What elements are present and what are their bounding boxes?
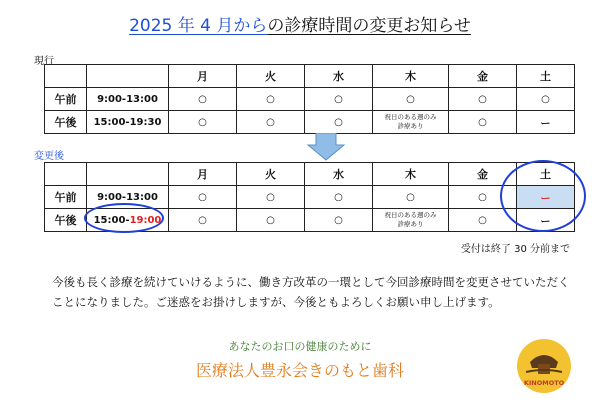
header-cell: 火 (237, 163, 305, 186)
clinic-logo (516, 338, 572, 394)
header-cell (87, 65, 169, 88)
header-cell: 月 (169, 65, 237, 88)
saturday-changed-cell: ー (517, 186, 575, 209)
schedule-cell: ○ (237, 111, 305, 134)
time-cell: 9:00-13:00 (87, 186, 169, 209)
schedule-cell: ○ (169, 209, 237, 232)
schedule-cell: ー (517, 111, 575, 134)
header-cell: 土 (517, 163, 575, 186)
title-highlight: 2025 年 4 月から (129, 16, 268, 36)
schedule-cell: ○ (449, 111, 517, 134)
schedule-cell: ○ (517, 88, 575, 111)
header-cell: 木 (373, 163, 449, 186)
page-title (0, 14, 600, 38)
reception-footnote: 受付は終了 30 分前まで (460, 244, 570, 255)
notice-body: 今後も長く診療を続けていけるように、働き方改革の一環として今回診療時間を変更させていただくことになりました。ご迷惑をお掛けしますが、今後ともよろしくお願い申し上げます。 (52, 275, 570, 309)
clinic-name: 医療法人豊永会きのもと歯科 (195, 361, 404, 380)
period-cell: 午後 (45, 209, 87, 232)
time-change-circle (84, 203, 164, 233)
header-cell: 土 (517, 65, 575, 88)
table-row (45, 111, 575, 134)
schedule-cell: ○ (449, 209, 517, 232)
time-start: 15:00- (93, 214, 130, 226)
schedule-cell: ○ (237, 186, 305, 209)
current-schedule-table (44, 64, 575, 134)
logo-text: KINOMOTO (523, 379, 565, 387)
header-cell (87, 163, 169, 186)
schedule-cell: ○ (305, 209, 373, 232)
header-cell: 水 (305, 163, 373, 186)
current-label: 現行 (34, 56, 54, 67)
header-cell (45, 163, 87, 186)
schedule-cell: ○ (305, 88, 373, 111)
schedule-cell: ○ (449, 186, 517, 209)
schedule-cell: ー (517, 209, 575, 232)
period-cell: 午後 (45, 111, 87, 134)
schedule-note-cell: 祝日のある週のみ 診療あり (373, 111, 449, 134)
header-cell: 金 (449, 65, 517, 88)
header-cell: 金 (449, 163, 517, 186)
schedule-cell: ○ (169, 88, 237, 111)
table-header-row (45, 163, 575, 186)
header-cell: 月 (169, 163, 237, 186)
schedule-cell: ○ (305, 111, 373, 134)
header-cell: 木 (373, 65, 449, 88)
schedule-cell: ○ (237, 88, 305, 111)
schedule-note-cell: 祝日のある週のみ 診療あり (373, 209, 449, 232)
schedule-cell: ○ (373, 186, 449, 209)
table-row (45, 88, 575, 111)
period-cell: 午前 (45, 88, 87, 111)
title-rest: の診療時間の変更お知らせ (267, 16, 471, 36)
schedule-cell: ○ (449, 88, 517, 111)
period-cell: 午前 (45, 186, 87, 209)
time-cell: 15:00-19:30 (87, 111, 169, 134)
down-arrow-icon (306, 133, 346, 161)
schedule-cell: ○ (169, 111, 237, 134)
time-end-changed: 19:00 (129, 214, 162, 226)
schedule-cell: ○ (305, 186, 373, 209)
header-cell: 火 (237, 65, 305, 88)
saturday-change-circle (500, 160, 586, 232)
schedule-cell: ○ (237, 209, 305, 232)
time-cell: 9:00-13:00 (87, 88, 169, 111)
schedule-cell: ○ (169, 186, 237, 209)
table-header-row (45, 65, 575, 88)
header-cell (45, 65, 87, 88)
schedule-cell: ○ (373, 88, 449, 111)
header-cell: 水 (305, 65, 373, 88)
tagline: あなたのお口の健康のために (228, 340, 372, 353)
changed-label: 変更後 (34, 151, 64, 162)
